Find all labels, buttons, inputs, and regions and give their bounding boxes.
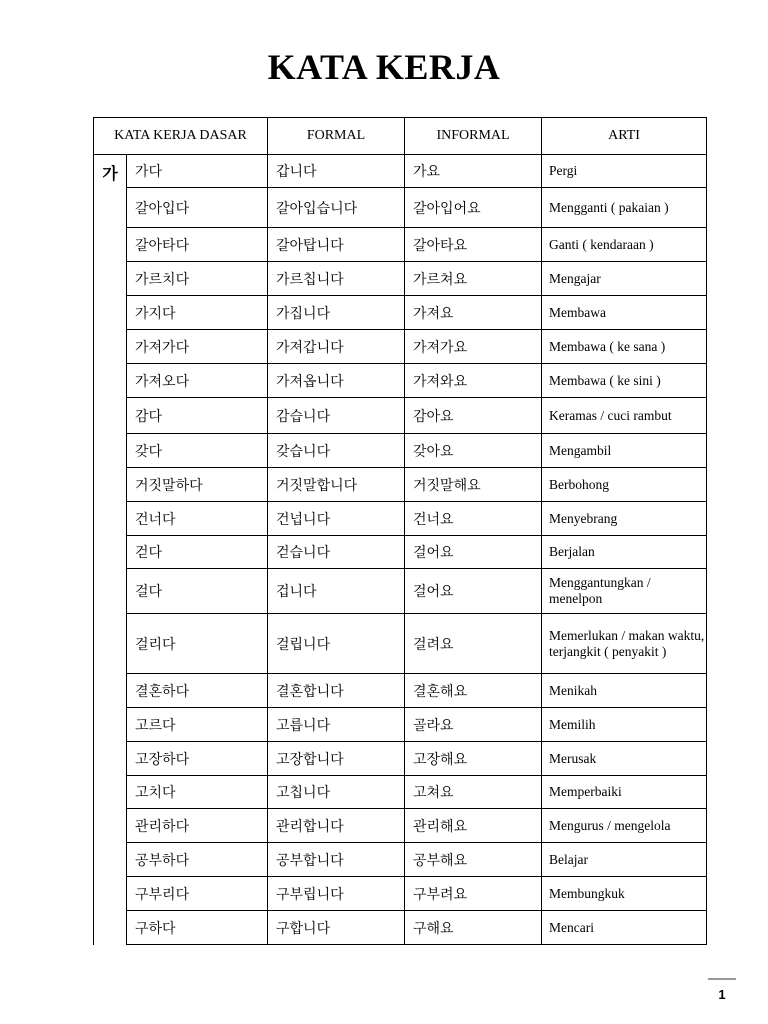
cell-informal: 걸려요: [405, 614, 542, 674]
cell-informal: 구해요: [405, 911, 542, 945]
table-row: [94, 296, 707, 330]
cell-dasar: 고치다: [127, 776, 268, 809]
cell-arti: Keramas / cuci rambut: [542, 398, 707, 434]
cell-formal: 갑니다: [268, 155, 405, 188]
cell-arti: Berjalan: [542, 536, 707, 569]
cell-arti: Pergi: [542, 155, 707, 188]
cell-dasar: 감다: [127, 398, 268, 434]
table-row: [94, 434, 707, 468]
cell-dasar: 갈아타다: [127, 228, 268, 262]
cell-dasar: 갖다: [127, 434, 268, 468]
cell-formal: 가집니다: [268, 296, 405, 330]
cell-informal: 고장해요: [405, 742, 542, 776]
cell-dasar: 거짓말하다: [127, 468, 268, 502]
cell-formal: 가져옵니다: [268, 364, 405, 398]
cell-informal: 가져와요: [405, 364, 542, 398]
cell-formal: 갈아탑니다: [268, 228, 405, 262]
cell-dasar: 고르다: [127, 708, 268, 742]
cell-dasar: 가지다: [127, 296, 268, 330]
cell-formal: 공부합니다: [268, 843, 405, 877]
page-number: 1: [708, 978, 736, 1008]
table-row: [94, 398, 707, 434]
cell-informal: 가르쳐요: [405, 262, 542, 296]
cell-formal: 가르칩니다: [268, 262, 405, 296]
table-row: [94, 188, 707, 228]
cell-arti: Memperbaiki: [542, 776, 707, 809]
header-dasar: KATA KERJA DASAR: [94, 118, 268, 155]
cell-informal: 가져가요: [405, 330, 542, 364]
cell-formal: 걸립니다: [268, 614, 405, 674]
cell-informal: 공부해요: [405, 843, 542, 877]
cell-arti: Membungkuk: [542, 877, 707, 911]
cell-arti: Menggantungkan / menelpon: [542, 569, 707, 614]
table-row: [94, 708, 707, 742]
cell-informal: 가져요: [405, 296, 542, 330]
table-row: [94, 877, 707, 911]
cell-formal: 결혼합니다: [268, 674, 405, 708]
table-row: [94, 364, 707, 398]
cell-arti: Mengganti ( pakaian ): [542, 188, 707, 228]
cell-arti: Belajar: [542, 843, 707, 877]
table-row: [94, 742, 707, 776]
cell-informal: 거짓말해요: [405, 468, 542, 502]
cell-arti: Ganti ( kendaraan ): [542, 228, 707, 262]
cell-formal: 감습니다: [268, 398, 405, 434]
cell-formal: 걷습니다: [268, 536, 405, 569]
table-body: [94, 155, 707, 945]
cell-informal: 갈아입어요: [405, 188, 542, 228]
table-row: [94, 502, 707, 536]
cell-arti: Menikah: [542, 674, 707, 708]
cell-formal: 갈아입습니다: [268, 188, 405, 228]
header-formal: FORMAL: [268, 118, 405, 155]
table-row: [94, 228, 707, 262]
cell-dasar: 결혼하다: [127, 674, 268, 708]
section-letter: 가: [94, 155, 127, 945]
cell-dasar: 구부리다: [127, 877, 268, 911]
cell-formal: 고칩니다: [268, 776, 405, 809]
cell-dasar: 건너다: [127, 502, 268, 536]
cell-dasar: 갈아입다: [127, 188, 268, 228]
cell-formal: 구합니다: [268, 911, 405, 945]
cell-dasar: 구하다: [127, 911, 268, 945]
table-row: [94, 536, 707, 569]
cell-formal: 겁니다: [268, 569, 405, 614]
table-row: [94, 262, 707, 296]
page-title: KATA KERJA: [267, 47, 501, 87]
cell-arti: Menyebrang: [542, 502, 707, 536]
cell-informal: 감아요: [405, 398, 542, 434]
cell-dasar: 고장하다: [127, 742, 268, 776]
cell-dasar: 가다: [127, 155, 268, 188]
table-row: [94, 911, 707, 945]
cell-formal: 구부립니다: [268, 877, 405, 911]
cell-dasar: 가져오다: [127, 364, 268, 398]
cell-dasar: 공부하다: [127, 843, 268, 877]
header-arti: ARTI: [542, 118, 707, 155]
cell-informal: 걸어요: [405, 569, 542, 614]
cell-arti: Membawa ( ke sini ): [542, 364, 707, 398]
cell-arti: Memerlukan / makan waktu, terjangkit ( penyakit ): [542, 614, 707, 674]
cell-formal: 관리합니다: [268, 809, 405, 843]
cell-formal: 갖습니다: [268, 434, 405, 468]
table-row: [94, 155, 707, 188]
cell-informal: 관리해요: [405, 809, 542, 843]
cell-arti: Berbohong: [542, 468, 707, 502]
cell-informal: 고쳐요: [405, 776, 542, 809]
cell-informal: 구부려요: [405, 877, 542, 911]
cell-formal: 고장합니다: [268, 742, 405, 776]
cell-formal: 건넙니다: [268, 502, 405, 536]
cell-dasar: 가르치다: [127, 262, 268, 296]
cell-arti: Mengambil: [542, 434, 707, 468]
table-row: [94, 843, 707, 877]
cell-dasar: 걸다: [127, 569, 268, 614]
table-header-row: [94, 118, 707, 155]
cell-arti: Membawa ( ke sana ): [542, 330, 707, 364]
table-row: [94, 330, 707, 364]
cell-informal: 가요: [405, 155, 542, 188]
table-row: [94, 614, 707, 674]
cell-arti: Mengajar: [542, 262, 707, 296]
cell-arti: Mengurus / mengelola: [542, 809, 707, 843]
cell-dasar: 걸리다: [127, 614, 268, 674]
cell-formal: 거짓말합니다: [268, 468, 405, 502]
table-row: [94, 674, 707, 708]
cell-arti: Mencari: [542, 911, 707, 945]
cell-arti: Membawa: [542, 296, 707, 330]
header-informal: INFORMAL: [405, 118, 542, 155]
cell-arti: Memilih: [542, 708, 707, 742]
cell-formal: 가져갑니다: [268, 330, 405, 364]
table-row: [94, 776, 707, 809]
cell-arti: Merusak: [542, 742, 707, 776]
table-row: [94, 809, 707, 843]
cell-informal: 갈아타요: [405, 228, 542, 262]
cell-dasar: 관리하다: [127, 809, 268, 843]
verb-table: [93, 117, 707, 945]
cell-formal: 고릅니다: [268, 708, 405, 742]
cell-dasar: 가져가다: [127, 330, 268, 364]
table-row: [94, 569, 707, 614]
cell-dasar: 걷다: [127, 536, 268, 569]
cell-informal: 건너요: [405, 502, 542, 536]
cell-informal: 걸어요: [405, 536, 542, 569]
cell-informal: 결혼해요: [405, 674, 542, 708]
cell-informal: 골라요: [405, 708, 542, 742]
cell-informal: 갖아요: [405, 434, 542, 468]
table-row: [94, 468, 707, 502]
